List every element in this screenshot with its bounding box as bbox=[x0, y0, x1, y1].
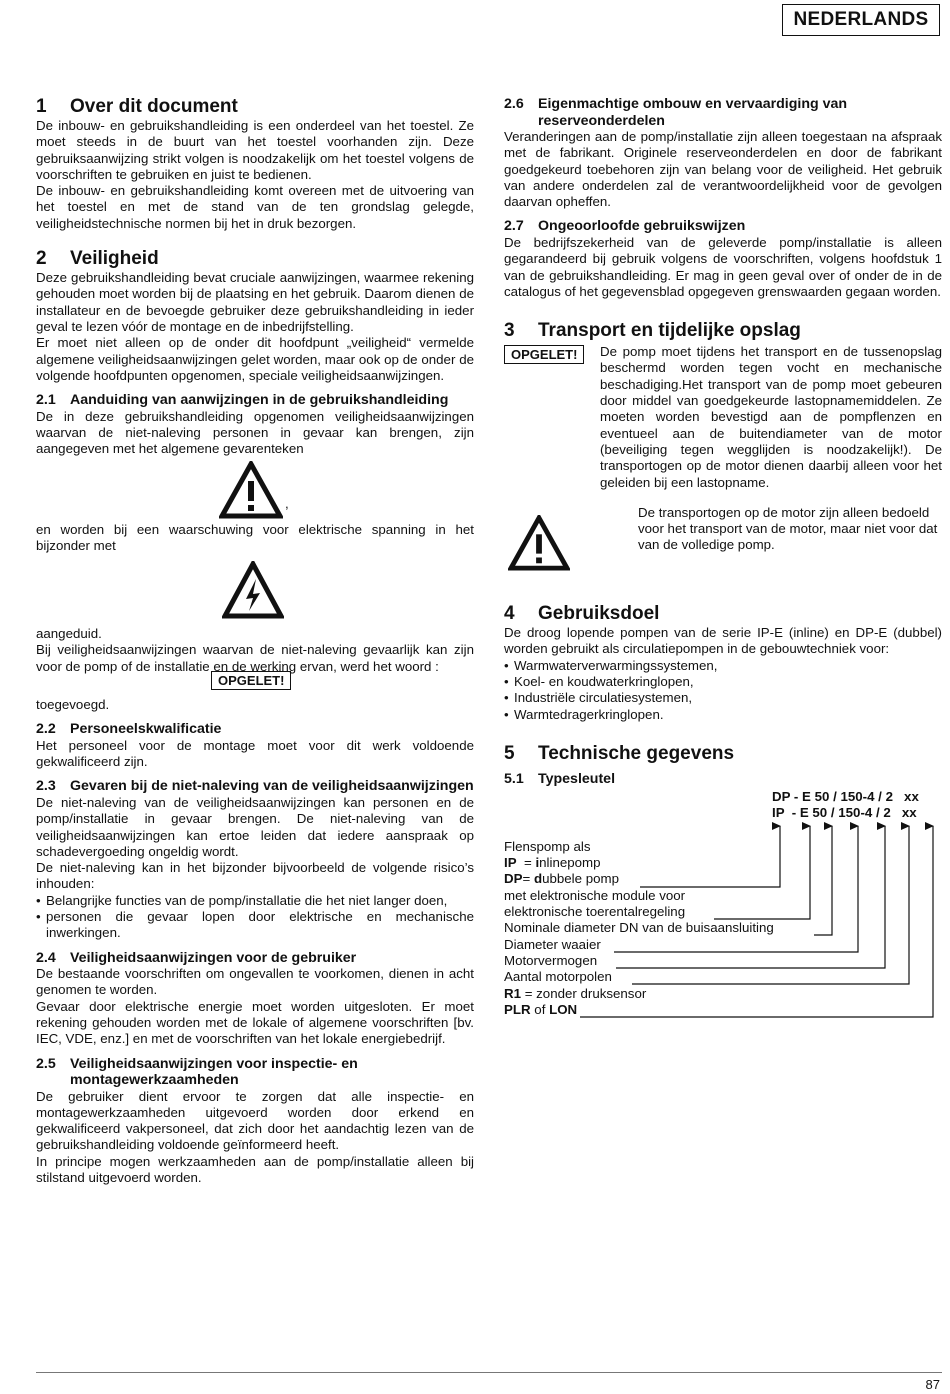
section-heading: 3 Transport en tijdelijke opslag bbox=[504, 320, 801, 342]
transport-block bbox=[504, 344, 942, 491]
type-key-label: Motorvermogen bbox=[504, 953, 598, 969]
footer-divider bbox=[36, 1372, 942, 1373]
type-key-label: Flenspomp als bbox=[504, 839, 591, 855]
section-heading: 1 Over dit document bbox=[36, 96, 238, 117]
page-number: 87 bbox=[925, 1377, 940, 1392]
comma: , bbox=[285, 496, 289, 512]
type-key-label: Aantal motorpolen bbox=[504, 969, 612, 985]
paragraph: De niet-naleving van de veiligheidsaanwijzingen kan personen en de pomp/installatie in gevaar brengen. De niet-naleving van de veiligheidsaanwijzingen kan ertoe leiden dat iedere aanspraak op schadevergoeding ongeldig wordt. bbox=[36, 794, 474, 859]
type-key-label: IP = inlinepomp bbox=[504, 855, 601, 871]
paragraph: De gebruiker dient ervoor te zorgen dat alle inspectie- en montagewerkzaamheden uitgevoerd worden door erkend en gekwalificeerd vakpersoneel, dat zich door het aandachtig lezen van de gebruikshandleiding voldoende geïnformeerd heeft. bbox=[36, 1088, 474, 1153]
general-warning-icon bbox=[508, 515, 570, 571]
electric-warning-icon bbox=[222, 561, 284, 619]
type-key-label: R1 = zonder druksensor bbox=[504, 986, 647, 1002]
list-item: • Warmtedragerkringlopen. bbox=[504, 706, 664, 722]
paragraph: toegevoegd. bbox=[36, 697, 110, 713]
subsection-heading: 2.1 Aanduiding van aanwijzingen in de gebruikshandleiding bbox=[36, 392, 449, 409]
warning-icon-row bbox=[36, 458, 474, 522]
paragraph: en worden bij een waarschuwing voor elektrische spanning in het bijzonder met bbox=[36, 521, 474, 553]
paragraph: De niet-naleving kan in het bijzonder bijvoorbeeld de volgende risico’s inhouden: bbox=[36, 860, 474, 892]
paragraph: De in deze gebruikshandleiding opgenomen veiligheidsaanwijzingen waarvan de niet-naleving personen in gevaar kan brengen, zijn aangegeven met het algemene gevarenteken bbox=[36, 408, 474, 457]
paragraph: Bij veiligheidsaanwijzingen waarvan de niet-naleving gevaarlijk kan zijn voor de pomp of de installatie en de werking ervan, werd het woord : bbox=[36, 642, 474, 674]
type-key-label: Nominale diameter DN van de buisaansluiting bbox=[504, 920, 774, 936]
type-code-ip: IP - E 50 / 150-4 / 2 xx bbox=[772, 805, 917, 821]
subsection-heading: 2.3 Gevaren bij de niet-naleving van de veiligheidsaanwijzingen bbox=[36, 778, 474, 795]
type-key-label: PLR of LON bbox=[504, 1002, 578, 1018]
list-item: • personen die gevaar lopen door elektrische en mechanische inwerkingen. bbox=[36, 909, 474, 941]
language-badge: NEDERLANDS bbox=[782, 4, 940, 36]
right-column bbox=[504, 96, 942, 1034]
type-key-label: Diameter waaier bbox=[504, 937, 601, 953]
section-heading: 2 Veiligheid bbox=[36, 248, 159, 270]
list-item: • Koel- en koudwaterkringlopen, bbox=[504, 674, 694, 690]
paragraph: De inbouw- en gebruikshandleiding komt overeen met de uitvoering van het toestel en met de stand van de ten grondslag gelegde, veiligheidstechnische normen bij het in druk bezorgen. bbox=[36, 183, 474, 231]
section-heading: 4 Gebruiksdoel bbox=[504, 603, 660, 625]
type-code-dp: DP - E 50 / 150-4 / 2 xx bbox=[772, 789, 919, 805]
electric-warning-icon-row bbox=[36, 554, 474, 626]
subsection-heading: 2.7 Ongeoorloofde gebruikswijzen bbox=[504, 218, 746, 235]
paragraph: Gevaar door elektrische energie moet worden uitgesloten. Er moet rekening gehouden worden met de lokale of algemene voorschriften [bv. IEC, VDE, enz.] en met de voorschriften van het lokale energiebedrijf. bbox=[36, 998, 474, 1047]
subsection-heading: 2.4 Veiligheidsaanwijzingen voor de gebruiker bbox=[36, 949, 357, 966]
paragraph: De transportogen op de motor zijn alleen bedoeld voor het transport van de motor, maar niet voor dat van de volledige pomp. bbox=[638, 504, 938, 553]
paragraph: De bestaande voorschriften om ongevallen te voorkomen, dienen in acht genomen te worden. bbox=[36, 966, 474, 998]
type-key-diagram bbox=[504, 789, 942, 1034]
subsection-heading: 5.1 Typesleutel bbox=[504, 770, 616, 787]
paragraph: De bedrijfszekerheid van de geleverde pomp/installatie is alleen gegarandeerd bij gebruik volgens de voorschriften, volgens hoofdstuk 1 van de gebruikshandleiding. Er mag in geen geval over of onder de in de catalogus of het gegevensblad opgegeven grenswaarden gegaan worden. bbox=[504, 234, 942, 299]
type-key-label: DP= dubbele pomp bbox=[504, 871, 619, 887]
type-key-label: met elektronische module voor bbox=[504, 888, 686, 904]
paragraph: Deze gebruikshandleiding bevat cruciale aanwijzingen, waarmee rekening gehouden moet worden bij de plaatsing en het gebruik. Daarom dienen de installateur en de bevoegde gebruiker deze gebruikshandleiding in ieder geval te lezen vóór de montage en de inbedrijfstelling. bbox=[36, 270, 474, 334]
list-item: • Belangrijke functies van de pomp/installatie die het niet langer doen, bbox=[36, 892, 448, 908]
paragraph: Er moet niet alleen op de onder dit hoofdpunt „veiligheid“ vermelde algemene veiligheidsaanwijzingen gelet worden, maar ook op de onder de volgende hoofdpunten opgenomen, speciale veiligheidsaanwijzingen. bbox=[36, 335, 474, 383]
section-heading: 5 Technische gegevens bbox=[504, 742, 735, 764]
subsection-heading: 2.2 Personeelskwalificatie bbox=[36, 721, 222, 738]
general-warning-icon bbox=[219, 461, 283, 519]
opgelet-label: OPGELET! bbox=[211, 671, 291, 690]
subsection-heading: 2.6 Eigenmachtige ombouw en vervaardiging van reserveonderdelen bbox=[504, 96, 848, 129]
left-column bbox=[36, 96, 474, 1186]
opgelet-label: OPGELET! bbox=[504, 345, 584, 364]
transport-note bbox=[504, 505, 942, 575]
subsection-heading: 2.5 Veiligheidsaanwijzingen voor inspectie- en montagewerkzaamheden bbox=[36, 1055, 358, 1089]
paragraph: De droog lopende pompen van de serie IP-E (inline) en DP-E (dubbel) worden gebruikt als circulatiepompen in de gebouwtechniek voor: bbox=[504, 625, 942, 657]
paragraph: De pomp moet tijdens het transport en de tussenopslag beschermd worden tegen vocht en mechanische beschadiging.Het transport van de pomp moet gebeuren door middel van goedgekeurde lastopnamemiddelen. Ze moeten worden bevestigd aan de pompflenzen en eventueel aan de buitendiameter van de motor (beveiliging tegen wegglijden is noodzakelijk!). De transportogen op de motor dienen daarbij alleen voor het geleiden bij een lastopname. bbox=[600, 344, 942, 490]
risk-list bbox=[36, 893, 474, 942]
type-key-label: elektronische toerentalregeling bbox=[504, 904, 686, 920]
paragraph: Veranderingen aan de pomp/installatie zijn alleen toegestaan na afspraak met de fabrikant. Originele reserveonderdelen en door de fabrikant goedgekeurd toebehoren zijn van belang voor de veiligheid. Het gebruik van andere onderdelen zal de verantwoordelijkheid voor de gevolgen daarvan opheffen. bbox=[504, 129, 942, 210]
paragraph: In principe mogen werkzaamheden aan de pomp/installatie alleen bij stilstand uitgevoerd worden. bbox=[36, 1153, 474, 1186]
paragraph: De inbouw- en gebruikshandleiding is een onderdeel van het toestel. Ze moet steeds in de buurt van het toestel voorhanden zijn. Deze gebruiksaanwijzing strikt volgen is noodzakelijk om het toestel volgens de voorschriften te gebruiken en juist te bedienen. bbox=[36, 118, 474, 182]
usage-list bbox=[504, 658, 942, 723]
paragraph: aangeduid. bbox=[36, 626, 102, 642]
list-item: • Warmwaterverwarmingssystemen, bbox=[504, 657, 718, 673]
list-item: • Industriële circulatiesystemen, bbox=[504, 690, 693, 706]
paragraph: Het personeel voor de montage moet voor dit werk voldoende gekwalificeerd zijn. bbox=[36, 737, 474, 770]
